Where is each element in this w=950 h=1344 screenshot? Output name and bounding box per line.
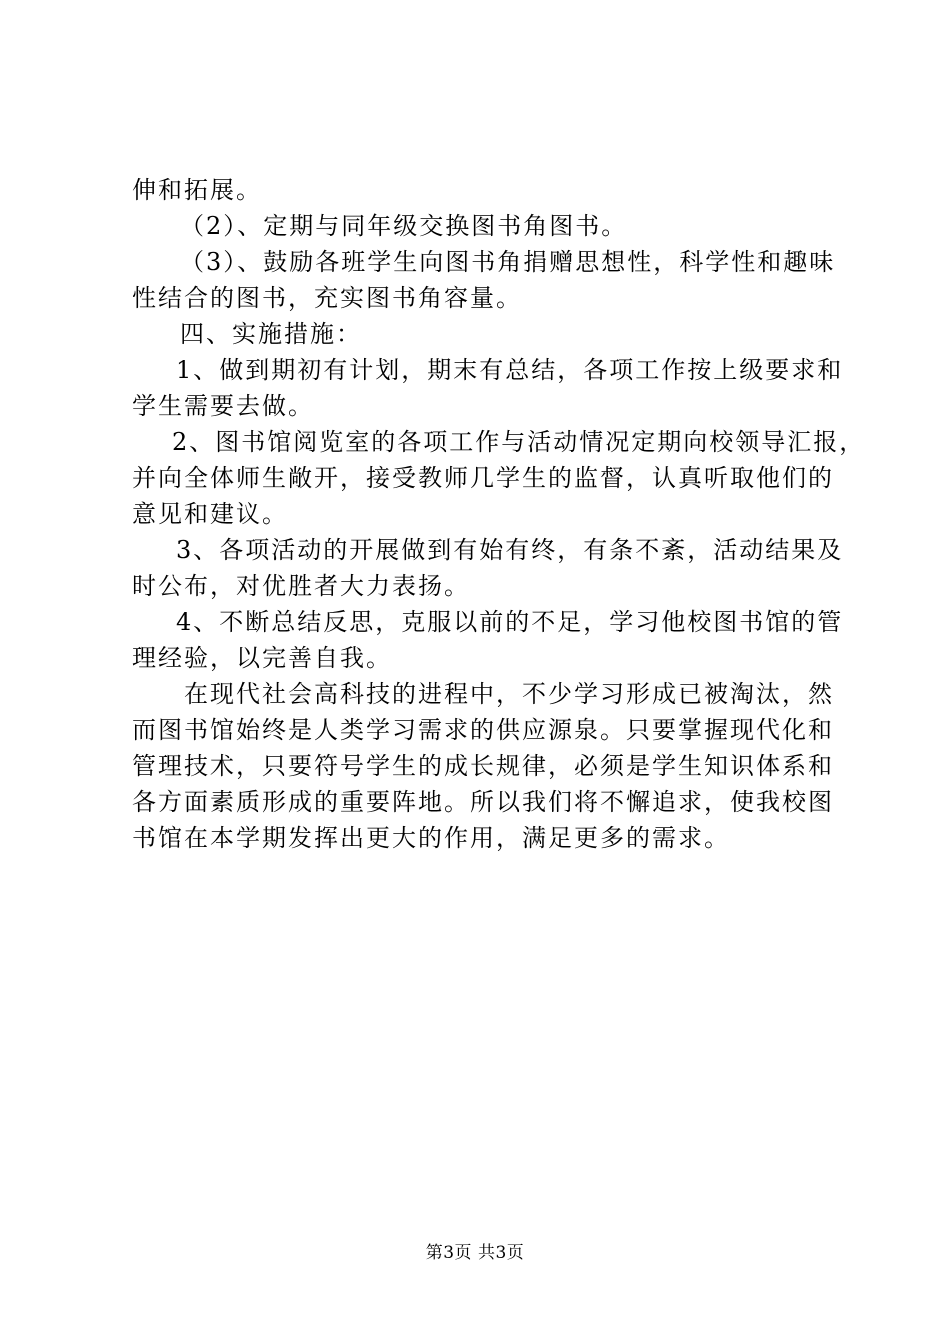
- text-line: 在现代社会高科技的进程中，不少学习形成已被淘汰，然: [184, 680, 834, 708]
- text-line: 并向全体师生敞开，接受教师几学生的监督，认真听取他们的: [132, 464, 834, 492]
- text-line: 理经验，以完善自我。: [132, 644, 392, 672]
- text-line: 时公布，对优胜者大力表扬。: [132, 572, 470, 600]
- text-line: 而图书馆始终是人类学习需求的供应源泉。只要掌握现代化和: [132, 716, 834, 744]
- text-line: 4、不断总结反思，克服以前的不足，学习他校图书馆的管: [176, 608, 844, 636]
- text-line: （2）、定期与同年级交换图书角图书。: [180, 212, 628, 240]
- text-line: 学生需要去做。: [132, 392, 314, 420]
- text-line: 伸和拓展。: [132, 176, 262, 204]
- text-line: 各方面素质形成的重要阵地。所以我们将不懈追求，使我校图: [132, 788, 834, 816]
- text-line: 意见和建议。: [132, 500, 288, 528]
- section-heading: 四、实施措施：: [180, 320, 362, 348]
- text-line: 书馆在本学期发挥出更大的作用，满足更多的需求。: [132, 824, 730, 852]
- document-body: [132, 172, 866, 856]
- text-line: 1、做到期初有计划，期末有总结，各项工作按上级要求和: [176, 356, 844, 384]
- text-line: （3）、鼓励各班学生向图书角捐赠思想性，科学性和趣味: [180, 248, 836, 276]
- text-line: 3、各项活动的开展做到有始有终，有条不紊，活动结果及: [176, 536, 844, 564]
- text-line: 管理技术，只要符号学生的成长规律，必须是学生知识体系和: [132, 752, 834, 780]
- page-number: 第3页 共3页: [425, 1243, 525, 1263]
- text-line: 性结合的图书，充实图书角容量。: [132, 284, 522, 312]
- page-footer: [0, 1242, 950, 1264]
- text-line: 2、图书馆阅览室的各项工作与活动情况定期向校领导汇报，: [172, 428, 866, 456]
